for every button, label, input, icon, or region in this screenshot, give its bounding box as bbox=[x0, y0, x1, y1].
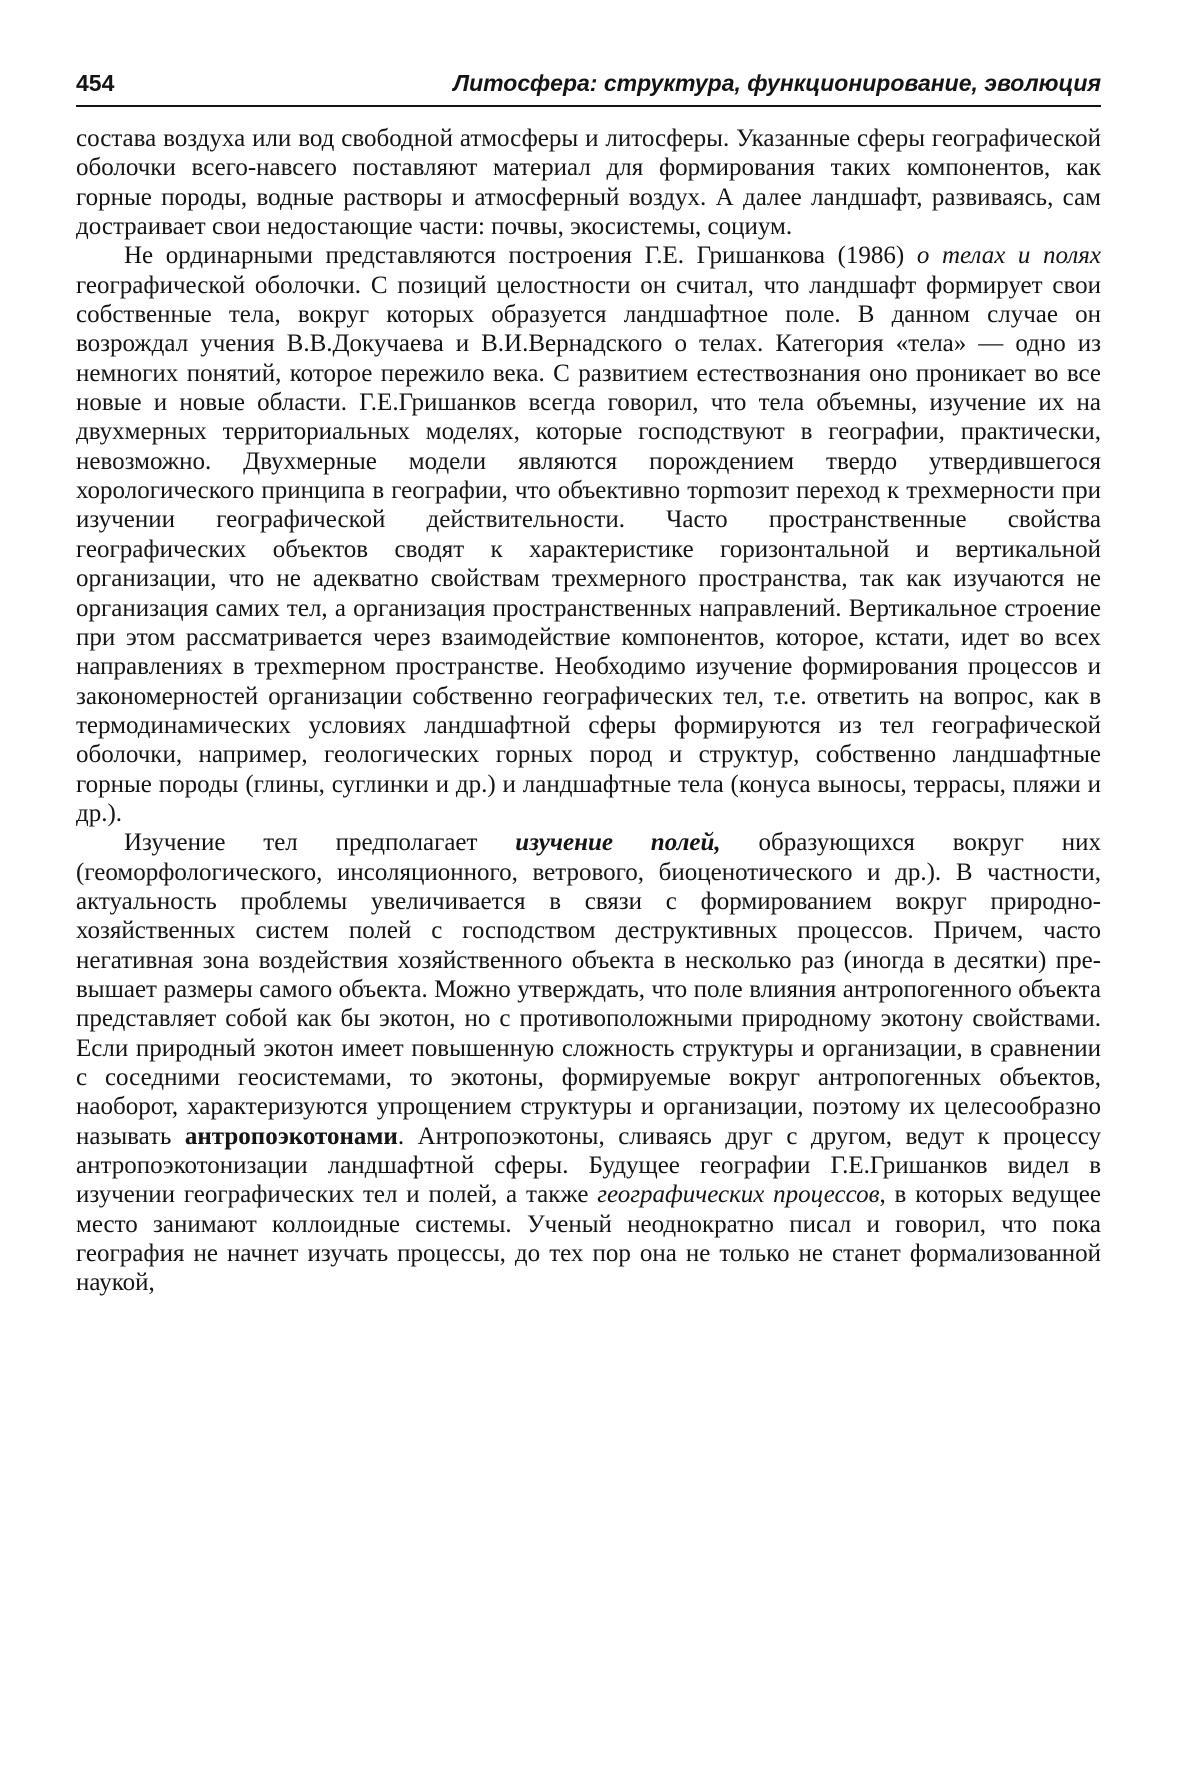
body-text bbox=[76, 124, 1101, 1298]
page-number: 454 bbox=[76, 70, 115, 96]
text-run: географической оболочки. С позиций целостности он считал, что ландшафт формирует свои собственные тела, вокруг которых образуется ландшафтное поле. В данном случае он возрождал учения В.В.Докучаева и В.И.Вернадского о телах. Категория «тела» — одно из немногих понятий, которое пережило века. С развитием естествознания оно проникает во все новые и новые области. Г.Е.Гришанков всегда говорил, что тела объемны, изучение их на двухмерных территориальных моделях, которые господствуют в географии, практически, невозможно. Двухмерные модели являются порождением твердо утвердившегося хорологического принципа в географии, что объективно торmозит переход к трехмерности при изучении географической действительности. Часто пространственные свойства географических объектов сводят к характеристике горизонтальной и вертикальной организации, что не адекватно свойствам трехмерного пространства, так как изучаются не организация самих тел, а организация пространственных направлений. Вертикальное строение при этом рассматривается через взаимодействие компонентов, которое, кстати, идет во всех направлениях в трехmерном пространстве. Необходимо изучение формирования процессов и закономерностей организации собственно географических тел, т.е. ответить на вопрос, как в термодинамических условиях ландшафтной сферы формируются из тел географической оболочки, например, геологических горных пород и структур, собственно ландшафтные горные породы (глины, суглинки и др.) и ландшафтные тела (конуса выносы, террасы, пляжи и др.). bbox=[76, 271, 1101, 827]
bold-italic-term: изучение полей, bbox=[515, 829, 721, 857]
text-run: . Антропоэкотоны, сливаясь друг с другом, ведут к процессу антропоэкотонизации ландшафтной сферы. Будущее географии Г.Е.Гришанков видел в изучении географических тел и полей, а также bbox=[76, 1122, 1102, 1209]
paragraph bbox=[76, 241, 1101, 828]
text-run: Изучение тел предполагает bbox=[124, 829, 516, 857]
bold-term: антропоэкотонами bbox=[184, 1122, 398, 1150]
running-head bbox=[76, 68, 1101, 107]
text-run: образующихся вокруг них (геоморфологического, инсоляционного, ветрового, биоценотического и др.). В частности, актуальность проблемы увеличивается в связи с формированием вокруг природно-хозяйственных систем полей с господством деструктивных процессов. Причем, часто негативная зона воздействия хозяйственного объекта в несколько раз (иногда в десятки) превышает размеры самого объекта. Можно утверждать, что поле влияния антропогенного объекта представляет собой как бы экотон, но с противоположными природному экотону свойствами. Если природный экотон имеет повышенную сложность структуры и организации, в сравнении с соседними геосистемами, то экотоны, формируемые вокруг антропогенных объектов, наоборот, характеризуются упрощением структуры и организации, поэтому их целесообразно называть bbox=[76, 829, 1102, 1150]
text-run: , в которых ведущее место занимают коллоидные системы. Ученый неоднократно писал и говорил, что пока география не начнет изучать процессы, до тех пор она не только не станет формализованной наукой, bbox=[76, 1181, 1101, 1297]
running-title: Литосфера: структура, функционирование, эволюция bbox=[453, 70, 1101, 96]
paragraph bbox=[76, 828, 1101, 1298]
paragraph bbox=[76, 124, 1101, 241]
text-run: Не ординарными представляются построения Г.Е. Гришанкова (1986) bbox=[124, 242, 917, 270]
text-run: состава воздуха или вод свободной атмосферы и литосферы. Указанные сферы географической оболочки всего-навсего поставляют материал для формирования таких компонентов, как горные породы, водные растворы и атмосферный воздух. А далее ландшафт, развиваясь, сам достраивает свои недостающие части: почвы, экосистемы, социум. bbox=[76, 125, 1101, 241]
italic-term: о телах и полях bbox=[916, 242, 1102, 270]
book-page bbox=[76, 68, 1101, 1298]
italic-term: географических процессов bbox=[597, 1181, 880, 1209]
